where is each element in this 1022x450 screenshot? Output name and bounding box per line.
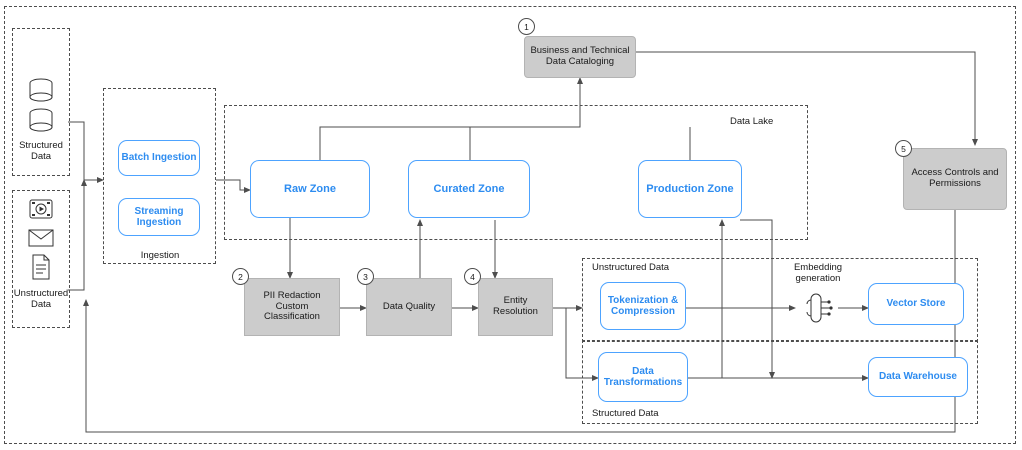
batch-ingestion-box[interactable]: Batch Ingestion [118,140,200,176]
vector-store-box[interactable]: Vector Store [868,283,964,325]
email-icon [27,226,55,250]
structured-data-label: Structured Data [19,140,63,163]
step-5-marker: 5 [895,140,912,157]
video-icon [27,196,55,222]
ai-chip-icon [800,292,836,324]
data-transformations-box[interactable]: Data Transformations [598,352,688,402]
data-quality-box[interactable]: Data Quality [366,278,452,336]
step-1-marker: 1 [518,18,535,35]
curated-zone-box[interactable]: Curated Zone [408,160,530,218]
embedding-generation-label: Embedding generation [793,262,843,285]
tokenization-compression-box[interactable]: Tokenization & Compression [600,282,686,330]
data-warehouse-box[interactable]: Data Warehouse [868,357,968,397]
production-zone-box[interactable]: Production Zone [638,160,742,218]
step-2-marker: 2 [232,268,249,285]
entity-resolution-box[interactable]: Entity Resolution [478,278,553,336]
step-3-marker: 3 [357,268,374,285]
database-icon [26,108,56,134]
document-icon [29,253,53,281]
unstructured-data-label: Unstructured Data [13,288,69,311]
access-controls-box[interactable]: Access Controls and Permissions [903,148,1007,210]
data-lake-label: Data Lake [730,116,774,127]
ingestion-group [103,88,216,264]
streaming-ingestion-box[interactable]: Streaming Ingestion [118,198,200,236]
raw-zone-box[interactable]: Raw Zone [250,160,370,218]
step-4-marker: 4 [464,268,481,285]
ingestion-group-label: Ingestion [140,250,180,261]
database-icon [26,78,56,104]
unstructured-group-label: Unstructured Data [592,262,670,273]
data-cataloging-box[interactable]: Business and Technical Data Cataloging [524,36,636,78]
structured-group-label: Structured Data [592,408,659,419]
pii-redaction-box[interactable]: PII Redaction Custom Classification [244,278,340,336]
